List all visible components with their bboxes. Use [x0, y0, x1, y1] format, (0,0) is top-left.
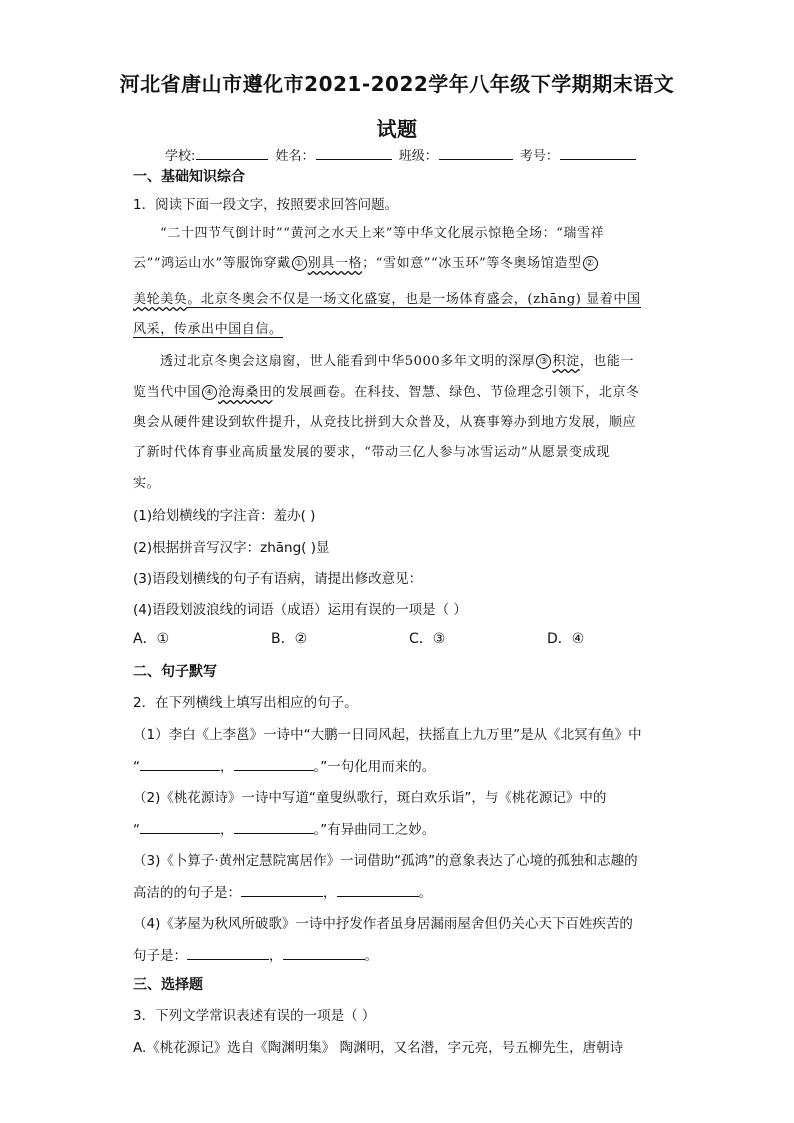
- answer-blank[interactable]: [337, 884, 419, 897]
- exam-no-label: 考号：: [519, 149, 559, 164]
- answer-blank[interactable]: [140, 821, 220, 834]
- section-heading-3: 三、选择题: [133, 977, 203, 993]
- wavy-idiom: 别具一格: [307, 256, 363, 271]
- sub-question-4: (4)语段划波浪线的词语（成语）运用有误的一项是（ ）: [133, 602, 467, 618]
- wavy-idiom: 积淀: [552, 354, 580, 369]
- question-1-stem: 1．阅读下面一段文字，按照要求回答问题。: [133, 197, 399, 213]
- circle-number: ①: [292, 256, 307, 271]
- recite-item-4: （4)《茅屋为秋风所破歌》一诗中抒发作者虽身居漏雨屋舍但仍关心天下百姓疾苦的: [133, 916, 633, 932]
- section-heading-1: 一、基础知识综合: [133, 169, 245, 185]
- passage-line: 透过北京冬奥会这扇窗，世人能看到中华5000多年文明的深厚 ③ 积淀，也能一: [160, 354, 635, 369]
- passage-line: 览当代中国 ④ 沧海桑田的发展画卷。在科技、智慧、绿色、节俭理念引领下，北京冬: [133, 385, 640, 400]
- sub-question-2: (2)根据拼音写汉字：zhāng( )显: [133, 540, 330, 556]
- answer-blank[interactable]: [283, 947, 365, 960]
- option-d[interactable]: D．④: [547, 631, 585, 647]
- sub-question-3: (3)语段划横线的句子有语病，请提出修改意见：: [133, 571, 423, 587]
- name-label: 姓名：: [275, 149, 315, 164]
- passage-line: [133, 288, 641, 307]
- answer-blank[interactable]: [234, 758, 314, 771]
- circle-number: ④: [202, 385, 217, 400]
- recite-item-2: （2)《桃花源诗》一诗中写道“童叟纵歌行，斑白欢乐诣”，与《桃花源记》中的: [133, 790, 607, 806]
- answer-blank[interactable]: [140, 758, 220, 771]
- question-3-stem: 3．下列文学常识表述有误的一项是（ ）: [133, 1008, 376, 1024]
- question-2-stem: 2．在下列横线上填写出相应的句子。: [133, 695, 358, 711]
- school-field[interactable]: [196, 147, 268, 160]
- circle-number: ③: [536, 354, 551, 369]
- recite-item-1: （1）李白《上李邕》一诗中“大鹏一日同风起，扶摇直上九万里”是从《北冥有鱼》中: [133, 727, 642, 743]
- answer-blank[interactable]: [234, 821, 314, 834]
- exam-no-field[interactable]: [560, 147, 636, 160]
- underlined-sentence: 。北京冬奥会不仅是一场文化盛宴，也是一场体育盛会，(zhāng) 显着中国: [187, 292, 641, 307]
- question-3-option-a[interactable]: A.《桃花源记》选自《陶渊明集》 陶渊明，又名潜，字元亮，号五柳先生，唐朝诗: [133, 1040, 624, 1056]
- passage-line: 实。: [133, 476, 161, 491]
- page-title-continued: 试题: [376, 117, 418, 141]
- passage-line: [133, 318, 283, 337]
- passage-line: 云”“鸿运山水”等服饰穿戴 ① 别具一格；“雪如意”“冰玉环”等冬奥场馆造型 ②: [133, 252, 599, 271]
- section-heading-2: 二、句子默写: [133, 664, 217, 680]
- wavy-idiom: 沧海桑田: [218, 385, 273, 400]
- sub-question-1: (1)给划横线的字注音：羞办( ): [133, 508, 316, 524]
- recite-item-4-blanks: 句子是： ， 。: [133, 948, 378, 964]
- student-info-row: [165, 145, 639, 164]
- recite-item-1-blanks: “ ， 。”一句化用而来的。: [133, 759, 436, 775]
- answer-blank[interactable]: [241, 884, 323, 897]
- wavy-idiom: 美轮美奂: [133, 292, 188, 307]
- name-field[interactable]: [316, 147, 392, 160]
- passage-line: 了新时代体育事业高质量发展的要求，“带动三亿人参与冰雪运动”从愿景变成现: [133, 445, 610, 460]
- recite-item-3: （3)《卜算子·黄州定慧院寓居作》一词借助“孤鸿”的意象表达了心境的孤独和志趣的: [133, 853, 638, 869]
- recite-item-2-blanks: “ ， 。”有异曲同工之妙。: [133, 822, 436, 838]
- option-c[interactable]: C．③: [409, 631, 446, 647]
- option-a[interactable]: A．①: [133, 631, 170, 647]
- answer-blank[interactable]: [187, 947, 269, 960]
- class-label: 班级：: [398, 149, 438, 164]
- circle-number: ②: [583, 256, 598, 271]
- option-b[interactable]: B．②: [271, 631, 308, 647]
- passage-line: “二十四节气倒计时”“黄河之水天上来”等中华文化展示惊艳全场：“瑞雪祥: [160, 226, 605, 241]
- recite-item-3-blanks: 高洁的的句子是： ， 。: [133, 885, 432, 901]
- page-title: 河北省唐山市遵化市2021-2022学年八年级下学期期末语文: [119, 72, 675, 96]
- school-label: 学校:: [165, 149, 196, 164]
- passage-line: 奥会从硬件建设到软件提升，从竞技比拼到大众普及，从赛事筹办到地方发展，顺应: [133, 415, 637, 430]
- underlined-sentence: 风采，传承出中国自信。: [133, 322, 283, 337]
- class-field[interactable]: [439, 147, 513, 160]
